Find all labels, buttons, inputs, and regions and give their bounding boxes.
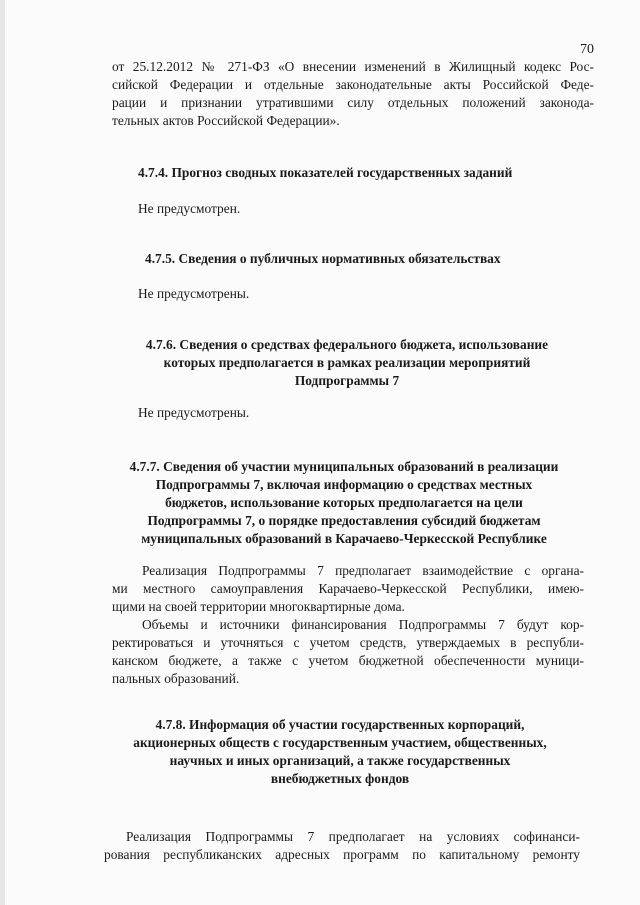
heading-line: муниципальных образований в Карачаево-Черкесской Республике (141, 531, 547, 546)
text-line: Объемы и источники финансирования Подпрограммы 7 будут кор- (142, 617, 584, 632)
section-heading-4-7-8 (100, 716, 580, 788)
heading-line: Подпрограммы 7, о порядке предоставления субсидий бюджетам (147, 513, 541, 528)
text-line: от 25.12.2012 № 271-ФЗ «О внесении изменений в Жилищный кодекс Рос- (112, 59, 594, 74)
heading-line: акционерных обществ с государственным участием, общественных, (133, 735, 547, 750)
heading-line: Подпрограммы 7 (294, 373, 400, 388)
scan-edge (0, 0, 5, 905)
text-line: Реализация Подпрограммы 7 предполагает на условиях софинанси- (126, 829, 580, 844)
section-paragraph-4-7-8 (104, 828, 580, 864)
text-line: пальных образований. (112, 671, 240, 686)
text-line: тельных актов Российской Федерации». (112, 113, 340, 128)
section-heading-4-7-4 (138, 164, 512, 182)
intro-paragraph (112, 58, 594, 130)
heading-line: научных и иных организаций, а также государственных (169, 753, 511, 768)
heading-line: Подпрограммы 7, включая информацию о средствах местных (155, 477, 533, 492)
text-line: рации и признании утратившими силу отдельных положений законода- (112, 95, 594, 110)
section-paragraph-4-7-7-b (112, 616, 584, 688)
section-text-4-7-4: Не предусмотрен. (138, 201, 241, 216)
text-line: канском бюджете, а также с учетом бюджетной обеспеченности муници- (112, 653, 584, 668)
section-heading-4-7-6 (112, 336, 582, 390)
section-text-4-7-6: Не предусмотрены. (138, 405, 250, 420)
section-heading-4-7-5 (145, 250, 501, 268)
heading-line: внебюджетных фондов (270, 771, 410, 786)
heading-line: бюджетов, использование которых предполагается на цели (165, 495, 523, 510)
heading-line: 4.7.6. Сведения о средствах федерального бюджета, использование (145, 337, 549, 352)
heading-line: 4.7.5. Сведения о публичных нормативных обязательствах (145, 251, 501, 266)
text-line: Реализация Подпрограммы 7 предполагает взаимодействие с органа- (142, 563, 584, 578)
text-line: ми местного самоуправления Карачаево-Черкесской Республики, имею- (112, 581, 584, 596)
section-heading-4-7-7 (98, 458, 590, 548)
heading-line: 4.7.8. Информация об участии государственных корпораций, (155, 717, 525, 732)
text-line: сийской Федерации и отдельные законодательные акты Российской Феде- (112, 77, 594, 92)
text-line: щими на своей территории многоквартирные дома. (112, 599, 405, 614)
heading-line: 4.7.4. Прогноз сводных показателей государственных заданий (138, 165, 513, 180)
section-text-4-7-5: Не предусмотрены. (138, 286, 250, 301)
page-number: 70 (580, 42, 594, 57)
text-line: ректироваться и уточняться с учетом средств, утверждаемых в республи- (112, 635, 584, 650)
heading-line: которых предполагается в рамках реализации мероприятий (163, 355, 531, 370)
heading-line: 4.7.7. Сведения об участии муниципальных образований в реализации (129, 459, 559, 474)
text-line: рования республиканских адресных программ по капитальному ремонту (104, 847, 580, 862)
section-paragraph-4-7-7-a (112, 562, 584, 616)
